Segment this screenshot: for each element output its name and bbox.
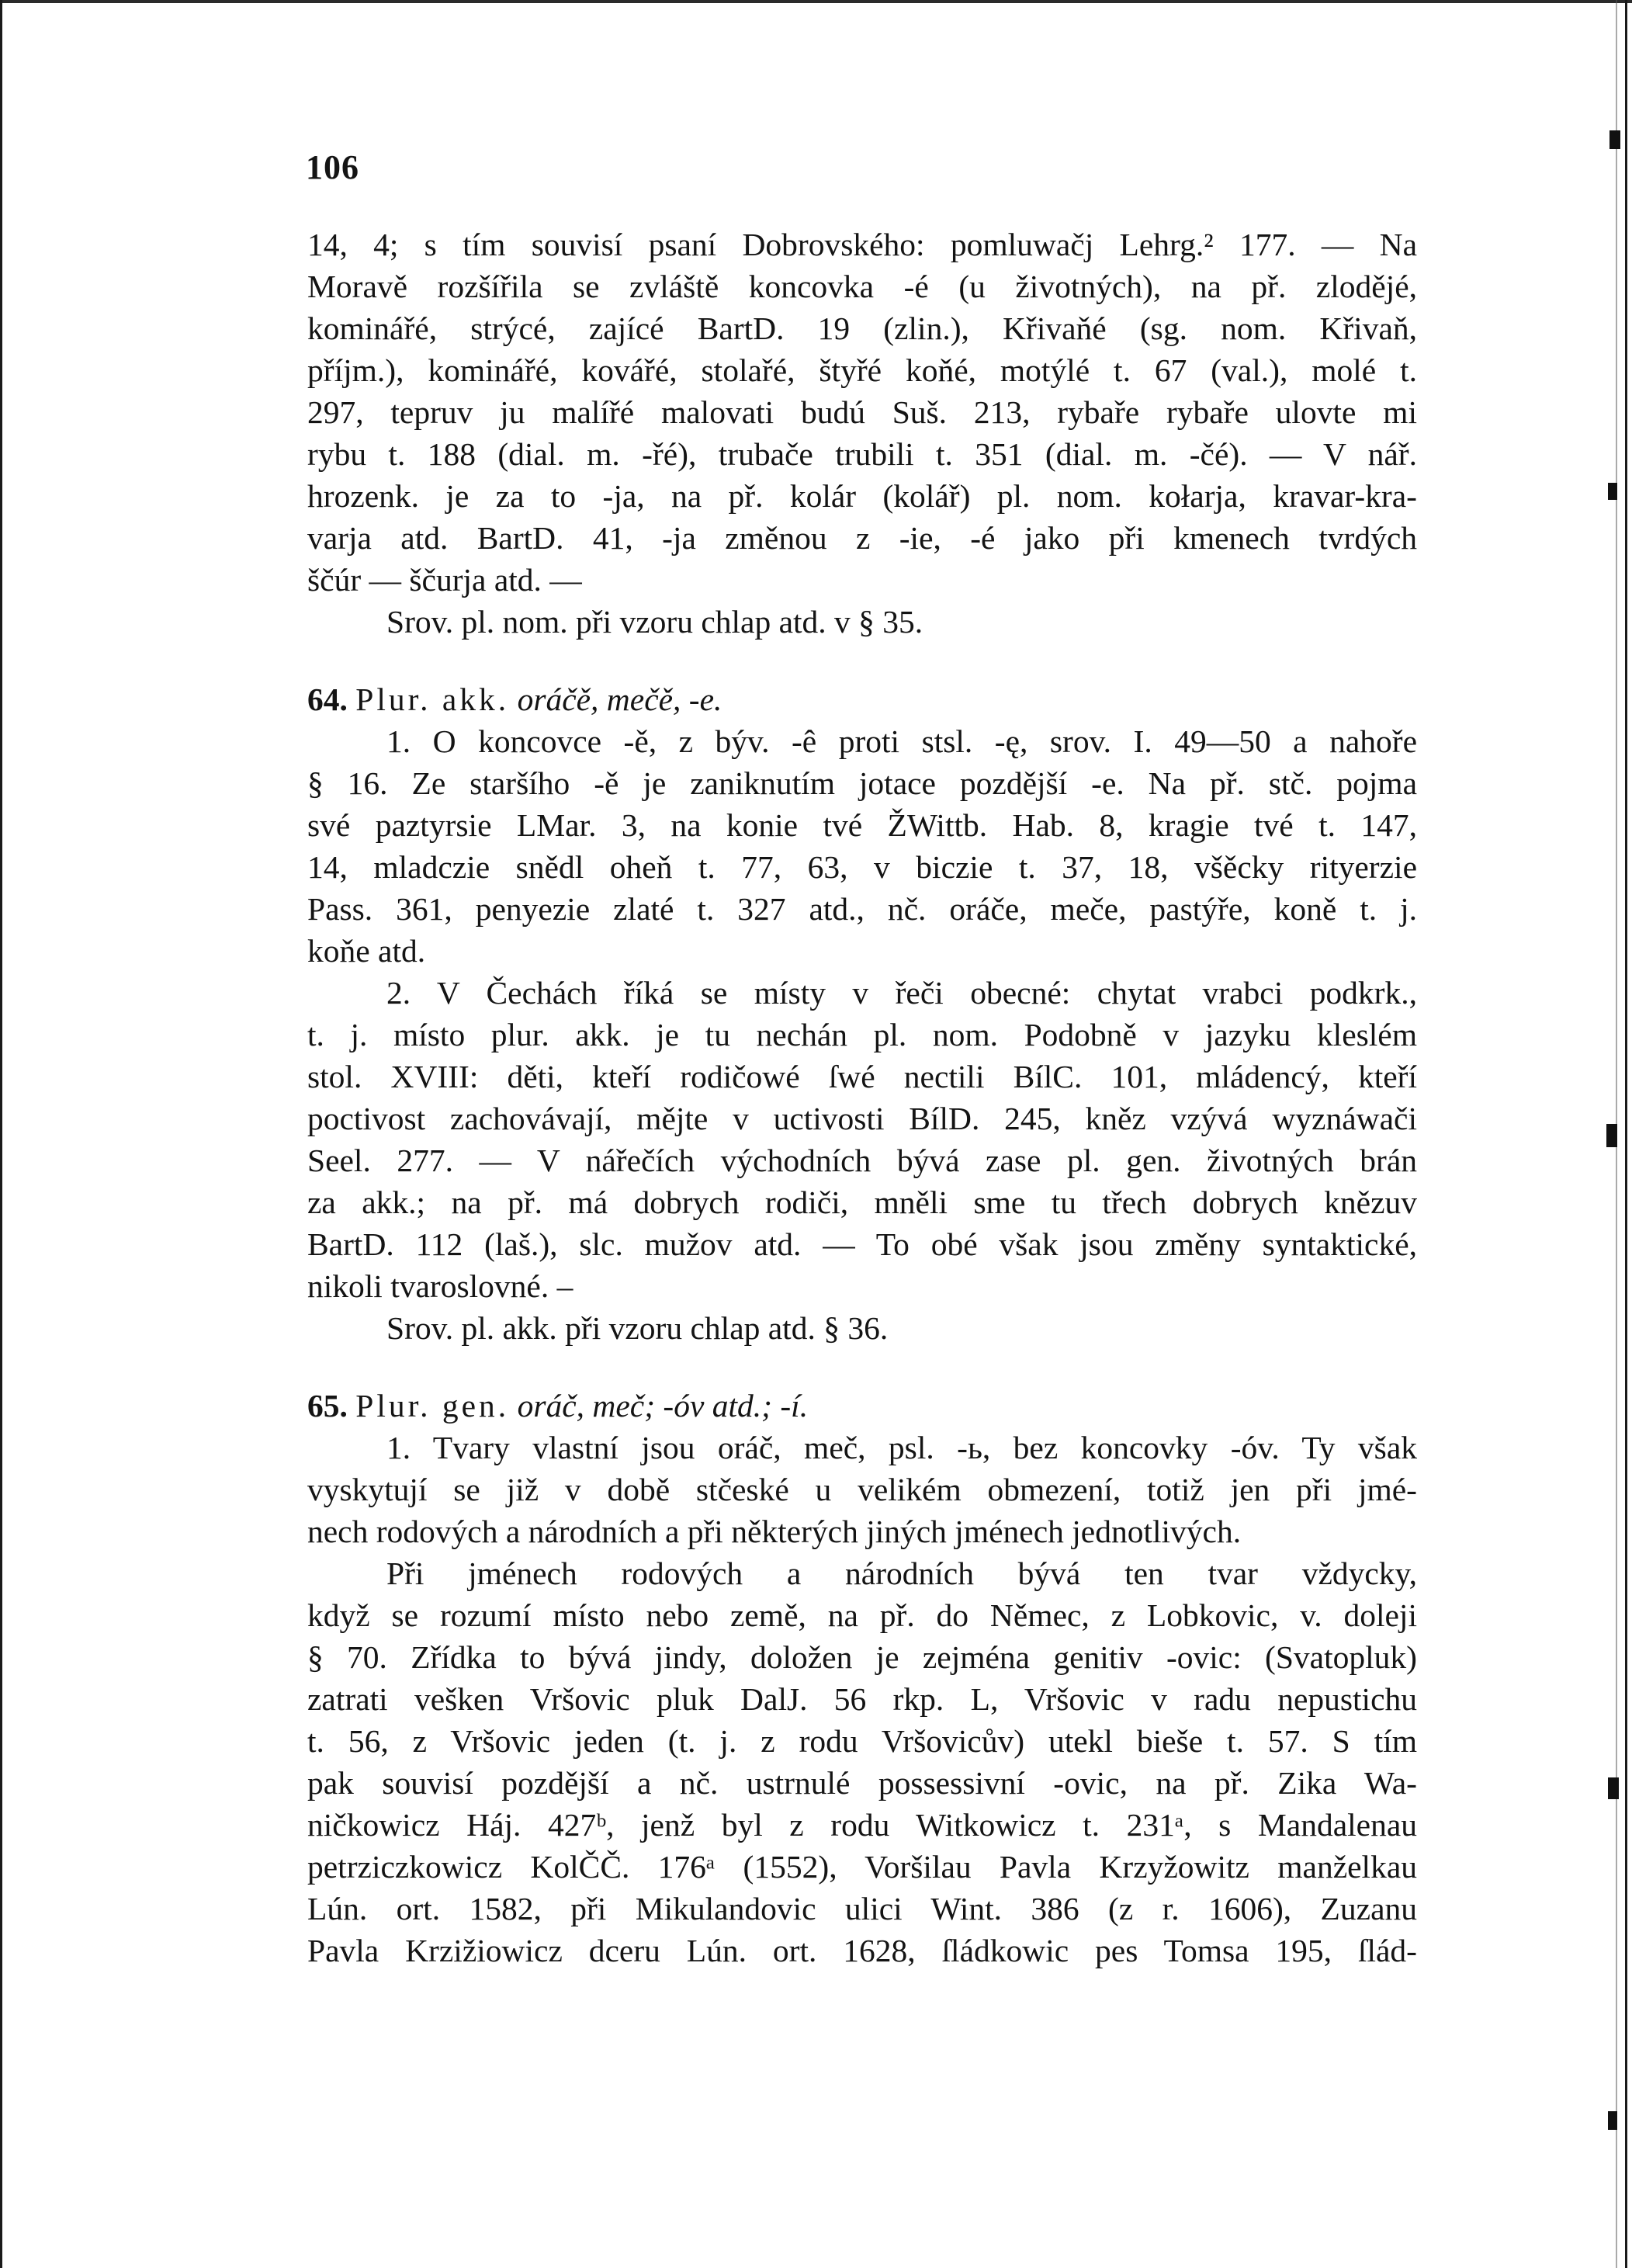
text-line: stol. XVIII: děti, kteří rodičowé ſwé nectili BílC. 101, mládencý, kteří — [307, 1059, 1417, 1094]
text-line: § 70. Zřídka to bývá jindy, doložen je zejména genitiv -ovic: (Svatopluk) — [307, 1639, 1417, 1675]
text-line: 14, mladczie snědl oheň t. 77, 63, v biczie t. 37, 18, všěcky rityerzie — [307, 849, 1417, 885]
page-top-edge — [0, 0, 1632, 3]
text-line: vyskytují se již v době stčeské u velikém obmezení, totiž jen při jmé- — [307, 1472, 1417, 1507]
text-line: Lún. ort. 1582, při Mikulandovic ulici Wint. 386 (z r. 1606), Zuzanu — [307, 1891, 1417, 1926]
text-line: své paztyrsie LMar. 3, na konie tvé ŽWittb. Hab. 8, kragie tvé t. 147, — [307, 807, 1417, 843]
text-line: koňe atd. — [307, 933, 426, 969]
text-line: příjm.), kominářé, kovářé, stolařé, štyřé koňé, motýlé t. 67 (val.), molé t. — [307, 352, 1417, 388]
text-line: BartD. 112 (laš.), slc. mužov atd. — To obé však jsou změny syntaktické, — [307, 1226, 1417, 1262]
text-line: Seel. 277. — V nářečích východních bývá zase pl. gen. životných brán — [307, 1143, 1417, 1178]
text-line: pak souvisí pozdější a nč. ustrnulé possessivní -ovic, na př. Zika Wa- — [307, 1765, 1417, 1801]
section-gap — [307, 1349, 1417, 1385]
text-line: rybu t. 188 (dial. m. -řé), trubače trubili t. 351 (dial. m. -čé). — V nář. — [307, 436, 1417, 472]
text-line: Při jménech rodových a národních bývá ten tvar vždycky, — [386, 1555, 1417, 1591]
margin-mark — [1608, 483, 1617, 500]
text-line: 1. O koncovce -ě, z býv. -ê proti stsl. -ę, srov. I. 49—50 a nahoře — [386, 723, 1417, 759]
section-number: 65. — [307, 1388, 348, 1424]
text-line: 2. V Čechách říká se místy v řeči obecné: chytat vrabci podkrk., — [386, 975, 1417, 1011]
section-heading-65 — [307, 1385, 1417, 1427]
section-label: Plur. gen. — [355, 1388, 510, 1424]
text-line: varja atd. BartD. 41, -ja změnou z -ie, -é jako při kmenech tvrdých — [307, 520, 1417, 556]
text-line: 1. Tvary vlastní jsou oráč, meč, psl. -ь, bez koncovky -óv. Ty však — [386, 1430, 1417, 1465]
section-label: Plur. akk. — [355, 681, 510, 717]
text-line: když se rozumí místo nebo země, na př. do Němec, z Lobkovic, v. doleji — [307, 1597, 1417, 1633]
margin-mark — [1608, 1777, 1619, 1799]
paragraph — [307, 224, 1417, 601]
text-line: hrozenk. je za to -ja, na př. kolár (kolář) pl. nom. kołarja, kravar-kra- — [307, 478, 1417, 514]
page-right-edge — [1625, 0, 1627, 2268]
section-forms: oráč, meč; -óv atd.; -í. — [517, 1388, 809, 1424]
paragraph — [307, 601, 1417, 643]
cross-reference: Srov. pl. akk. při vzoru chlap atd. § 36. — [386, 1310, 889, 1346]
text-line: Pavla Krzižiowicz dceru Lún. ort. 1628, ſládkowic pes Tomsa 195, ſlád- — [307, 1933, 1417, 1968]
text-line: nikoli tvaroslovné. – — [307, 1268, 573, 1304]
section-heading-64 — [307, 678, 1417, 720]
text-line: Moravě rozšířila se zvláště koncovka -é (u životných), na př. zlodějé, — [307, 269, 1417, 304]
page-number: 106 — [306, 148, 359, 186]
text-line: § 16. Ze staršího -ě je zaniknutím jotace pozdější -e. Na př. stč. pojma — [307, 765, 1417, 801]
text-line: ščúr — ščurja atd. — — [307, 562, 582, 598]
text-line: petrziczkowicz KolČČ. 176ᵃ (1552), Voršilau Pavla Krzyžowitz manželkau — [307, 1849, 1417, 1885]
text-line: nech rodových a národních a při některých jiných jménech jednotlivých. — [307, 1514, 1242, 1549]
text-line: 14, 4; s tím souvisí psaní Dobrovského: pomluwačj Lehrg.² 177. — Na — [307, 227, 1417, 262]
page-left-edge — [0, 0, 2, 2268]
page-body — [307, 224, 1417, 1971]
cross-reference: Srov. pl. nom. při vzoru chlap atd. v § 35. — [386, 604, 923, 640]
text-line: t. 56, z Vršovic jeden (t. j. z rodu Vršovicův) utekl bieše t. 57. S tím — [307, 1723, 1417, 1759]
section-number: 64. — [307, 681, 348, 717]
margin-mark — [1609, 130, 1620, 149]
paragraph — [307, 1427, 1417, 1552]
text-line: t. j. místo plur. akk. je tu nechán pl. nom. Podobně v jazyku kleslém — [307, 1017, 1417, 1053]
paragraph — [307, 1552, 1417, 1971]
paragraph — [307, 1307, 1417, 1349]
text-line: Pass. 361, penyezie zlaté t. 327 atd., nč. oráče, meče, pastýře, koně t. j. — [307, 891, 1417, 927]
text-line: ničkowicz Háj. 427ᵇ, jenž byl z rodu Witkowicz t. 231ᵃ, s Mandalenau — [307, 1807, 1417, 1843]
margin-mark — [1606, 1124, 1617, 1147]
text-line: 297, tepruv ju malířé malovati budú Suš. 213, rybaře rybaře ulovte mi — [307, 394, 1417, 430]
text-line: za akk.; na př. má dobrych rodiči, mněli sme tu třech dobrych knězuv — [307, 1184, 1417, 1220]
paragraph — [307, 720, 1417, 972]
text-line: zatrati vešken Vršovic pluk DalJ. 56 rkp. L, Vršovic v radu nepustichu — [307, 1681, 1417, 1717]
text-line: poctivost zachovávají, mějte v uctivosti BílD. 245, kněz vzývá wyznáwači — [307, 1101, 1417, 1136]
margin-mark — [1608, 2111, 1617, 2130]
section-forms: oráčě, mečě, -e. — [517, 681, 722, 717]
paragraph — [307, 972, 1417, 1307]
section-gap — [307, 643, 1417, 678]
text-line: kominářé, strýcé, zajícé BartD. 19 (zlin.), Křivaňé (sg. nom. Křivaň, — [307, 310, 1417, 346]
